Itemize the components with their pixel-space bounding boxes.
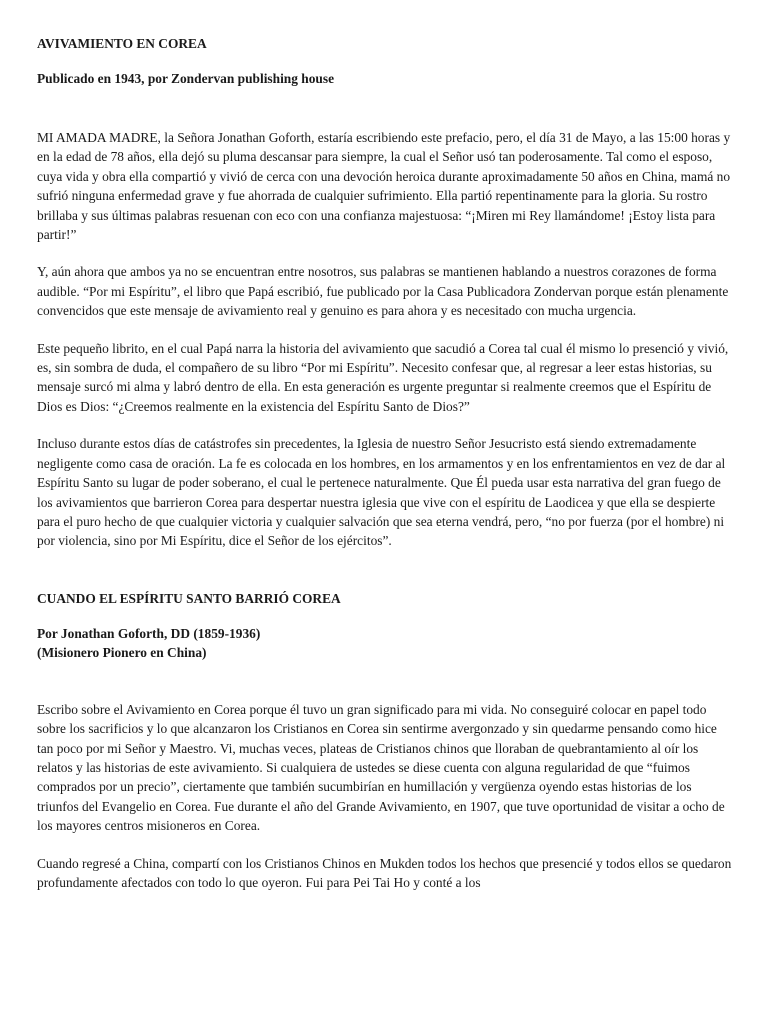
document-subtitle: Publicado en 1943, por Zondervan publishing house [37,71,335,86]
preface-paragraph: MI AMADA MADRE, la Señora Jonathan Goforth, estaría escribiendo este prefacio, pero, el día 31 de Mayo, a las 15:00 horas y en la edad de 78 años, ella dejó su pluma descansar para siempre, la cual el Señor usó tan poderosamente. Tal como el esposo, cuya vida y obra ella compartió y vivió de cerca con una devoción heroica durante aproximadamente 50 años en China, mamá no sufrió ninguna enfermedad grave y fue ahorrada de cualquier sufrimiento. Ella partió repentinamente para la gloria. Su rostro brillaba y sus últimas palabras resuenan con eco con una confianza majestuosa: “¡Miren mi Rey llamándome! ¡Estoy lista para partir!” [37,130,731,243]
document-title: AVIVAMIENTO EN COREA [37,36,207,51]
body-paragraph: Escribo sobre el Avivamiento en Corea porque él tuvo un gran significado para mi vida. No conseguiré colocar en papel todo sobre los sacrificios y lo que alcanzaron los Cristianos en Corea sin sentirme avergonzado y sin quedarme pensando como hice tan poco por mi Señor y Maestro. Vi, muchas veces, plateas de Cristianos chinos que lloraban de quebrantamiento al oír los relatos y las historias de este avivamiento. Si cualquiera de ustedes se diese cuenta con alguna regularidad de que “fuimos comprados por un precio”, ciertamente que también sucumbirían en humillación y vergüenza oyendo estas historias de los triunfos del Evangelio en Corea. Fue durante el año del Grande Avivamiento, en 1907, que tuve oportunidad de visitar a ocho de los mayores centros misioneros en Corea. [37,701,725,834]
preface-paragraph: Este pequeño librito, en el cual Papá narra la historia del avivamiento que sacudió a Corea tal cual él mismo lo presenció y vivió, es, sin sombra de duda, el compañero de su libro “Por mi Espíritu”. Necesito confesar que, al regresar a leer estas historias, su mensaje surcó mi alma y labró dentro de ella. En esta generación es urgente preguntar si realmente creemos que el Espíritu de Dios es Dios: “¿Creemos realmente en la existencia del Espíritu Santo de Dios?” [37,340,729,414]
author-line: Por Jonathan Goforth, DD (1859-1936) [37,625,261,641]
body-paragraph: Cuando regresé a China, compartí con los Cristianos Chinos en Mukden todos los hechos que presencié y todos ellos se quedaron profundamente afectados con todo lo que oyeron. Fui para Pei Tai Ho y conté a los [37,855,732,890]
preface-paragraph: Incluso durante estos días de catástrofes sin precedentes, la Iglesia de nuestro Señor Jesucristo está siendo extremadamente negligente como casa de oración. La fe es colocada en los hombres, en los armamentos y en los enfrentamientos en vez de dar al Espíritu Santo su lugar de poder soberano, el cual le pertenece naturalmente. Que Él pueda usar esta narrativa del gran fuego de los avivamientos que barrieron Corea para despertar nuestra iglesia que vive con el espíritu de Laodicea y que ella se despierte para el puro hecho de que cualquier victoria y cualquier salvación que sea eterna vendrá, pero, “no por fuerza (por el hombre) ni por violencia, sino por Mi Espíritu, dice el Señor de los ejércitos”. [37,436,726,549]
preface-paragraph: Y, aún ahora que ambos ya no se encuentran entre nosotros, sus palabras se mantienen hablando a nuestros corazones de forma audible. “Por mi Espíritu”, el libro que Papá escribió, fue publicado por la Casa Publicadora Zondervan porque están plenamente convencidos que este mensaje de avivamiento real y genuino es para ahora y es necesitado con mucha urgencia. [37,264,729,319]
section-title: CUANDO EL ESPÍRITU SANTO BARRIÓ COREA [37,590,341,606]
author-role: (Misionero Pionero en China) [37,644,207,660]
document-page [37,34,733,892]
